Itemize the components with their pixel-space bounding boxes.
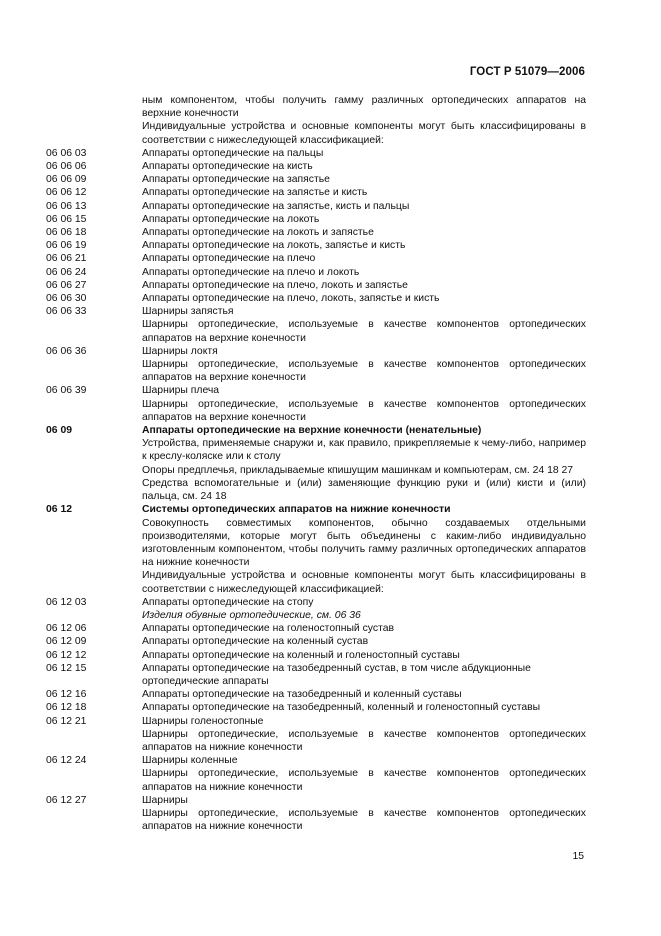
classification-text: Аппараты ортопедические на плечо, локоть, запястье и кисть [142, 293, 440, 305]
classification-row [46, 794, 586, 807]
classification-text: Аппараты ортопедические на тазобедренный, коленный и голеностопный суставы [142, 702, 541, 714]
classification-row [46, 226, 586, 239]
classification-text: Шарниры коленные [142, 755, 238, 767]
classification-code [46, 767, 142, 793]
classification-row [46, 807, 586, 833]
classification-row [46, 649, 586, 662]
classification-code: 06 12 06 [46, 623, 87, 635]
classification-row [46, 398, 586, 424]
classification-row [46, 569, 586, 595]
classification-text: Аппараты ортопедические на коленный сустав [142, 636, 369, 648]
classification-code: 06 06 39 [46, 385, 87, 397]
classification-row [46, 635, 586, 648]
classification-text: Шарниры ортопедические, используемые в качестве компонентов ортопедических аппаратов на нижние конечности [142, 807, 586, 833]
classification-code: 06 12 16 [46, 689, 87, 701]
classification-code [46, 437, 142, 463]
classification-row [46, 173, 586, 186]
classification-row [46, 186, 586, 199]
classification-row [46, 517, 586, 570]
classification-text: Опоры предплечья, прикладываемые кпишущим машинкам и компьютерам, см. 24 18 27 [142, 464, 574, 476]
classification-row [46, 239, 586, 252]
classification-row [46, 94, 586, 120]
classification-code [46, 318, 142, 344]
classification-text: Шарниры запястья [142, 306, 234, 318]
classification-text: Аппараты ортопедические на голеностопный сустав [142, 623, 395, 635]
classification-text: Аппараты ортопедические на коленный и голеностопный суставы [142, 649, 460, 661]
classification-text: Шарниры ортопедические, используемые в качестве компонентов ортопедических аппаратов на верхние конечности [142, 359, 586, 384]
classification-code: 06 06 21 [46, 253, 87, 265]
classification-code: 06 06 33 [46, 306, 87, 318]
classification-row [46, 160, 586, 173]
classification-code: 06 06 09 [46, 174, 87, 186]
classification-code [46, 477, 142, 503]
classification-row [46, 279, 586, 292]
classification-row [46, 200, 586, 213]
classification-text: Аппараты ортопедические на тазобедренный и коленный суставы [142, 689, 462, 701]
classification-text: Аппараты ортопедические на пальцы [142, 147, 324, 159]
classification-code: 06 06 27 [46, 279, 87, 291]
classification-row [46, 437, 586, 463]
classification-code: 06 12 15 [46, 662, 87, 674]
classification-code [46, 398, 142, 424]
classification-text: Аппараты ортопедические на локоть, запястье и кисть [142, 240, 406, 252]
classification-row [46, 767, 586, 793]
classification-code: 06 06 24 [46, 266, 87, 278]
classification-text: Шарниры голеностопные [142, 715, 264, 727]
classification-row [46, 728, 586, 754]
classification-text: Шарниры ортопедические, используемые в качестве компонентов ортопедических аппаратов на верхние конечности [142, 319, 586, 344]
classification-row [46, 477, 586, 503]
classification-text: Системы ортопедических аппаратов на нижние конечности [142, 504, 451, 516]
classification-code [46, 517, 142, 570]
classification-text: Аппараты ортопедические на тазобедренный сустав, в том числе абдукционные ортопедические аппараты [142, 662, 531, 687]
classification-code: 06 06 19 [46, 240, 87, 252]
classification-code [46, 569, 142, 595]
classification-text: Аппараты ортопедические на плечо, локоть и запястье [142, 279, 408, 291]
classification-row [46, 424, 586, 437]
classification-code [46, 94, 142, 120]
classification-text: Аппараты ортопедические на плечо [142, 253, 316, 265]
classification-code [46, 464, 142, 477]
classification-row [46, 120, 586, 146]
classification-text: Аппараты ортопедические на кисть [142, 161, 313, 173]
classification-row [46, 345, 586, 358]
classification-text: Аппараты ортопедические на локоть и запястье [142, 227, 374, 239]
classification-code: 06 06 12 [46, 187, 87, 199]
classification-text: Индивидуальные устройства и основные компоненты могут быть классифицированы в соответствии с нижеследующей классификацией: [142, 121, 586, 146]
classification-row [46, 701, 586, 714]
classification-code: 06 06 30 [46, 293, 87, 305]
classification-row [46, 688, 586, 701]
classification-code: 06 12 03 [46, 596, 87, 608]
classification-code: 06 12 18 [46, 702, 87, 714]
classification-text: Аппараты ортопедические на стопу [142, 596, 314, 608]
classification-text: Шарниры ортопедические, используемые в качестве компонентов ортопедических аппаратов на нижние конечности [142, 768, 586, 793]
classification-code: 06 12 09 [46, 636, 87, 648]
classification-text: Аппараты ортопедические на запястье [142, 174, 330, 186]
classification-code: 06 06 15 [46, 213, 87, 225]
classification-code [46, 120, 142, 146]
classification-code: 06 12 12 [46, 649, 87, 661]
classification-row [46, 662, 586, 688]
classification-text: Совокупность совместимых компонентов, обычно создаваемых отдельными производителями, которые могут быть объединены с каким-либо индивидуально изготовленным компонентом, чтобы получить гамму различных ортопедических аппаратов на нижние конечности [142, 517, 586, 569]
classification-code: 06 06 13 [46, 200, 87, 212]
classification-text: Шарниры [142, 794, 188, 806]
classification-code: 06 06 06 [46, 161, 87, 173]
classification-text: Аппараты ортопедические на запястье и кисть [142, 187, 368, 199]
classification-code: 06 09 [46, 425, 73, 437]
classification-code: 06 12 21 [46, 715, 87, 727]
classification-row [46, 147, 586, 160]
classification-row [46, 318, 586, 344]
classification-text: Шарниры ортопедические, используемые в качестве компонентов ортопедических аппаратов на верхние конечности [142, 398, 586, 423]
classification-row [46, 252, 586, 265]
classification-text: Изделия обувные ортопедические, см. 06 36 [142, 609, 361, 621]
classification-code [46, 358, 142, 384]
classification-code: 06 06 03 [46, 147, 87, 159]
classification-list [46, 94, 586, 833]
classification-row [46, 292, 586, 305]
classification-code: 06 12 [46, 504, 73, 516]
classification-text: Средства вспомогательные и (или) заменяющие функцию руки и (или) кисти и (или) пальца, см. 24 18 [142, 477, 586, 503]
classification-row [46, 609, 586, 622]
classification-row [46, 754, 586, 767]
classification-row [46, 358, 586, 384]
classification-text: Индивидуальные устройства и основные компоненты могут быть классифицированы в соответствии с нижеследующей классификацией: [142, 570, 586, 595]
classification-text: Аппараты ортопедические на верхние конечности (ненательные) [142, 425, 482, 437]
classification-code [46, 807, 142, 833]
page-number: 15 [572, 851, 584, 862]
classification-text: Шарниры плеча [142, 385, 220, 397]
classification-row [46, 266, 586, 279]
classification-text: Аппараты ортопедические на запястье, кисть и пальцы [142, 200, 410, 212]
classification-code: 06 06 18 [46, 227, 87, 239]
classification-code: 06 06 36 [46, 345, 87, 357]
classification-text: Шарниры ортопедические, используемые в качестве компонентов ортопедических аппаратов на нижние конечности [142, 728, 586, 753]
classification-row [46, 384, 586, 397]
classification-row [46, 622, 586, 635]
classification-row [46, 464, 586, 477]
classification-text: Аппараты ортопедические на плечо и локоть [142, 266, 360, 278]
classification-text: Шарниры локтя [142, 345, 218, 357]
classification-row [46, 503, 586, 516]
standard-header: ГОСТ Р 51079—2006 [469, 66, 585, 78]
classification-text: Аппараты ортопедические на локоть [142, 213, 320, 225]
classification-row [46, 715, 586, 728]
classification-code [46, 728, 142, 754]
classification-row [46, 596, 586, 609]
classification-text: ным компонентом, чтобы получить гамму различных ортопедических аппаратов на верхние конечности [142, 95, 586, 120]
classification-code [46, 609, 142, 622]
classification-code: 06 12 27 [46, 794, 87, 806]
classification-code: 06 12 24 [46, 755, 87, 767]
classification-text: Устройства, применяемые снаружи и, как правило, прикрепляемые к чему-либо, например к креслу-коляске или к столу [142, 438, 586, 463]
classification-row [46, 305, 586, 318]
classification-row [46, 213, 586, 226]
